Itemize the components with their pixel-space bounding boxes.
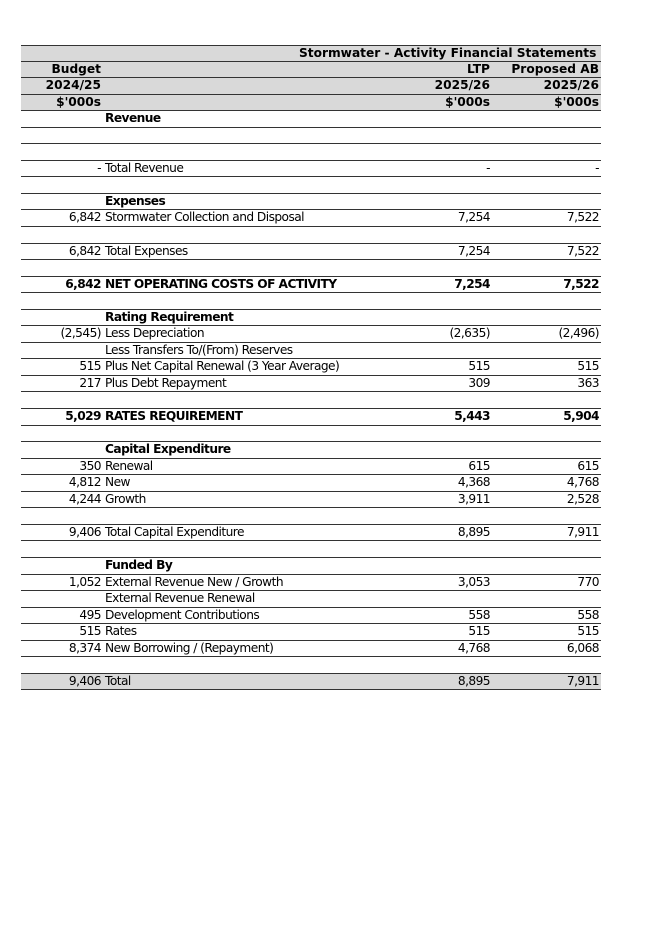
financial-statement-table <box>21 45 601 690</box>
spacer-row <box>21 426 601 443</box>
budget-2024-25-value: 6,842 <box>68 243 101 258</box>
proposed-ab-2025-26-value: 770 <box>577 574 599 589</box>
row-description: Less Depreciation <box>105 326 205 341</box>
section-heading-row <box>21 558 601 575</box>
row-description: Rating Requirement <box>105 309 234 324</box>
row-description: Revenue <box>105 111 161 126</box>
table-row <box>21 591 601 608</box>
table-row <box>21 674 601 691</box>
proposed-ab-2025-26-value: 7,911 <box>566 524 599 539</box>
budget-2024-25-value: 350 <box>79 458 101 473</box>
row-description: Funded By <box>105 557 173 572</box>
spacer-row <box>21 227 601 244</box>
proposed-ab-2025-26-value: 2,528 <box>566 491 599 506</box>
budget-2024-25-value: 6,842 <box>68 210 101 225</box>
budget-2024-25-value: (2,545) <box>60 326 101 341</box>
table-row <box>21 343 601 360</box>
table-row <box>21 376 601 393</box>
table-row <box>21 608 601 625</box>
table-row <box>21 244 601 261</box>
ltp-2025-26-value: 515 <box>468 359 490 374</box>
table-row <box>21 409 601 426</box>
ltp-2025-26-value: 7,254 <box>457 210 490 225</box>
budget-2024-25-value: 515 <box>79 624 101 639</box>
proposed-ab-2025-26-value: 558 <box>577 607 599 622</box>
ltp-2025-26-value: - <box>486 160 490 175</box>
proposed-ab-2025-26-value: 7,522 <box>566 243 599 258</box>
spacer-row <box>21 541 601 558</box>
ltp-2025-26-value: 615 <box>468 458 490 473</box>
proposed-ab-2025-26-value: 6,068 <box>566 640 599 655</box>
spacer-row <box>21 128 601 145</box>
row-description: Total Expenses <box>105 243 188 258</box>
table-row <box>21 475 601 492</box>
table-row <box>21 624 601 641</box>
proposed-ab-2025-26-value: 615 <box>577 458 599 473</box>
budget-2024-25-value: 8,374 <box>68 640 101 655</box>
section-heading-row <box>21 310 601 327</box>
budget-2024-25-value: 4,244 <box>68 491 101 506</box>
row-description: Capital Expenditure <box>105 442 231 457</box>
row-description: RATES REQUIREMENT <box>105 409 243 424</box>
proposed-header: Proposed AB <box>511 61 599 76</box>
spacer-row <box>21 392 601 409</box>
ltp-2025-26-value: 5,443 <box>454 409 490 424</box>
ltp-2025-26-value: 3,911 <box>457 491 490 506</box>
ltp-header: LTP <box>467 61 490 76</box>
proposed-ab-2025-26-value: 363 <box>577 375 599 390</box>
row-description: Rates <box>105 624 137 639</box>
proposed-ab-2025-26-value: 7,522 <box>563 276 599 291</box>
ltp-2025-26-value: 8,895 <box>457 673 490 688</box>
row-description: Total Capital Expenditure <box>105 524 244 539</box>
budget-2024-25-value: 9,406 <box>68 673 101 688</box>
budget-2024-25-value: 1,052 <box>68 574 101 589</box>
spacer-row <box>21 177 601 194</box>
ltp-2025-26-value: 515 <box>468 624 490 639</box>
budget-header: Budget <box>51 61 101 76</box>
proposed-ab-2025-26-value: 4,768 <box>566 475 599 490</box>
table-row <box>21 161 601 178</box>
proposed-unit: $'000s <box>554 94 599 109</box>
budget-2024-25-value: - <box>97 160 101 175</box>
row-description: Less Transfers To/(From) Reserves <box>105 342 293 357</box>
ltp-unit: $'000s <box>445 94 490 109</box>
row-description: Development Contributions <box>105 607 260 622</box>
ltp-2025-26-value: 8,895 <box>457 524 490 539</box>
ltp-2025-26-value: 558 <box>468 607 490 622</box>
table-row <box>21 492 601 509</box>
budget-2024-25-value: 515 <box>79 359 101 374</box>
ltp-2025-26-value: 309 <box>468 375 490 390</box>
row-description: Total <box>105 673 131 688</box>
ltp-2025-26-value: 4,368 <box>457 475 490 490</box>
spacer-row <box>21 508 601 525</box>
table-row <box>21 459 601 476</box>
ltp-year: 2025/26 <box>434 78 490 93</box>
section-heading-row <box>21 442 601 459</box>
budget-2024-25-value: 4,812 <box>68 475 101 490</box>
column-header-row <box>21 62 601 79</box>
row-description: External Revenue New / Growth <box>105 574 283 589</box>
table-row <box>21 641 601 658</box>
ltp-2025-26-value: (2,635) <box>449 326 490 341</box>
row-description: Plus Debt Repayment <box>105 375 227 390</box>
proposed-ab-2025-26-value: - <box>595 160 599 175</box>
row-description: Renewal <box>105 458 153 473</box>
ltp-2025-26-value: 4,768 <box>457 640 490 655</box>
row-description: Plus Net Capital Renewal (3 Year Average) <box>105 359 340 374</box>
table-row <box>21 326 601 343</box>
table-row <box>21 575 601 592</box>
proposed-ab-2025-26-value: 515 <box>577 359 599 374</box>
proposed-ab-2025-26-value: 7,522 <box>566 210 599 225</box>
spacer-row <box>21 657 601 674</box>
section-heading-row <box>21 194 601 211</box>
ltp-2025-26-value: 7,254 <box>454 276 490 291</box>
table-row <box>21 359 601 376</box>
row-description: Stormwater Collection and Disposal <box>105 210 305 225</box>
table-body <box>21 111 601 690</box>
unit-header-row <box>21 95 601 112</box>
table-row <box>21 525 601 542</box>
table-row <box>21 277 601 294</box>
proposed-year: 2025/26 <box>543 78 599 93</box>
table-row <box>21 210 601 227</box>
budget-2024-25-value: 5,029 <box>65 409 101 424</box>
spacer-row <box>21 260 601 277</box>
table-title-row <box>21 45 601 62</box>
ltp-2025-26-value: 3,053 <box>457 574 490 589</box>
row-description: New <box>105 475 130 490</box>
row-description: Total Revenue <box>105 160 184 175</box>
proposed-ab-2025-26-value: 515 <box>577 624 599 639</box>
row-description: New Borrowing / (Repayment) <box>105 640 274 655</box>
row-description: Growth <box>105 491 146 506</box>
spacer-row <box>21 144 601 161</box>
budget-2024-25-value: 9,406 <box>68 524 101 539</box>
proposed-ab-2025-26-value: 7,911 <box>566 673 599 688</box>
budget-2024-25-value: 217 <box>79 375 101 390</box>
budget-unit: $'000s <box>56 94 101 109</box>
row-description: Expenses <box>105 193 166 208</box>
budget-year: 2024/25 <box>45 78 101 93</box>
row-description: NET OPERATING COSTS OF ACTIVITY <box>105 276 337 291</box>
ltp-2025-26-value: 7,254 <box>457 243 490 258</box>
section-heading-row <box>21 111 601 128</box>
budget-2024-25-value: 6,842 <box>65 276 101 291</box>
proposed-ab-2025-26-value: (2,496) <box>558 326 599 341</box>
year-header-row <box>21 78 601 95</box>
row-description: External Revenue Renewal <box>105 591 255 606</box>
budget-2024-25-value: 495 <box>79 607 101 622</box>
spacer-row <box>21 293 601 310</box>
table-title: Stormwater - Activity Financial Statements <box>299 46 597 60</box>
proposed-ab-2025-26-value: 5,904 <box>563 409 599 424</box>
